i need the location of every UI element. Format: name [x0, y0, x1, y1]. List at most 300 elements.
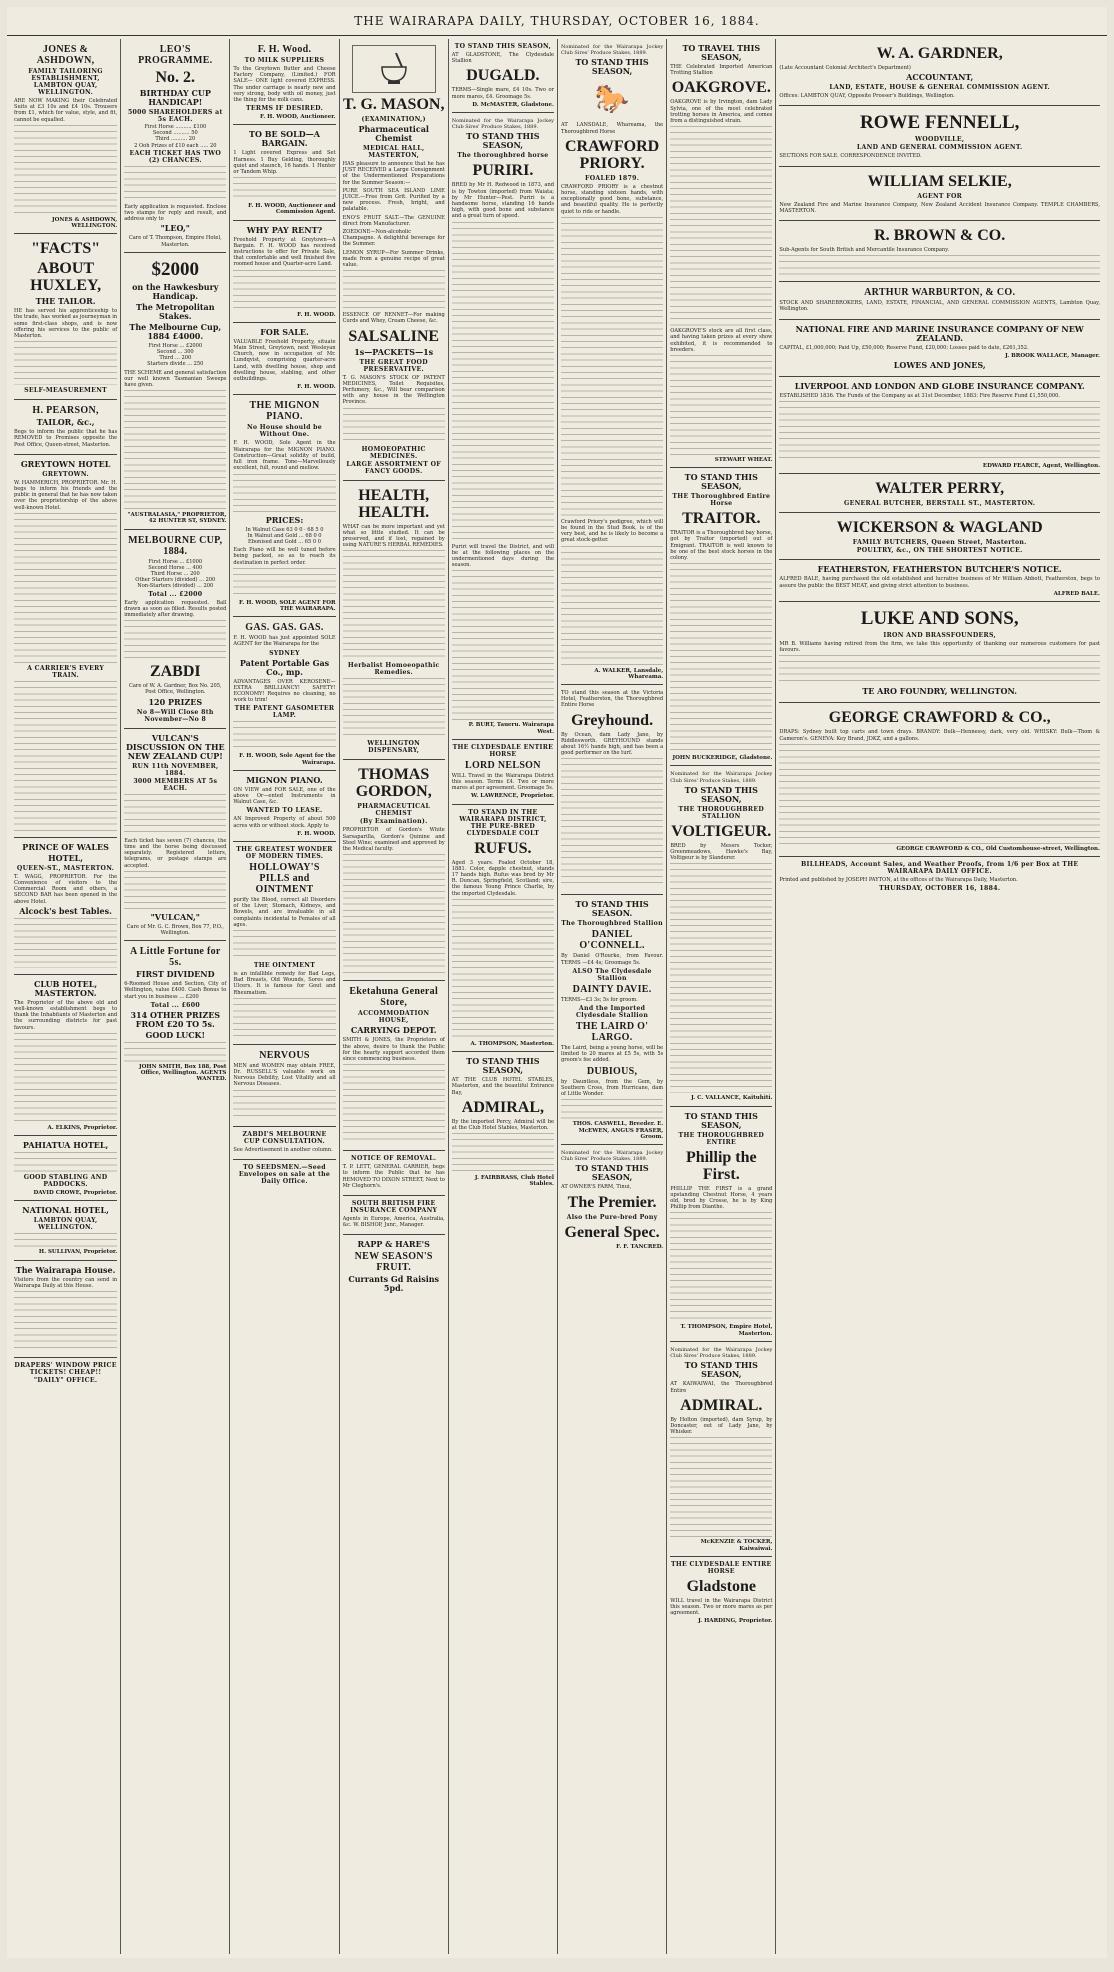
ad-amount: $2000	[151, 258, 200, 280]
ad-text: Each ticket has seven (7) chances, the time and the horse being discussed separately. Registered letters, telegrams, or postage stamps are accepted.	[124, 837, 227, 869]
ad-title: TRAITOR.	[682, 510, 761, 528]
ad-subtitle: CARRYING DEPOT.	[350, 1025, 437, 1036]
masthead-title: THE WAIRARAPA DAILY, THURSDAY, OCTOBER 16, 1884.	[354, 14, 760, 28]
ad-text: SMITH & JONES, the Proprietors of the above, desire to thank the Public for the hearty support accorded them since commencing business.	[342, 1037, 445, 1062]
ad-title: TO SEEDSMEN.—Seed Envelopes on sale at the Daily Office.	[238, 1163, 331, 1185]
ad-text: AT KAIWAIWAI, the Thoroughbred Entire	[670, 1381, 773, 1394]
text-lines	[670, 863, 772, 1093]
ad-text: By Ocean, dam Lady Jane, by Riddlesworth. GREYHOUND stands about 16½ hands high, and has been a good performer on the turf.	[560, 731, 664, 757]
prize-row: Other Starters (divided) ... 200	[135, 577, 216, 584]
ad-subtitle: QUEEN-ST., MASTERTON.	[16, 864, 115, 872]
ad-signature: F. H. WOOD, Auctioneer.	[260, 114, 336, 121]
ad-alfred-bale	[779, 560, 1100, 602]
ad-walter-perry	[779, 474, 1100, 513]
ad-text: SECTIONS FOR SALE. CORRESPONDENCE INVITED.	[779, 153, 922, 160]
text-lines	[233, 568, 335, 598]
ad-title: PRINCE OF WALES	[22, 841, 109, 852]
ad-title: Phillip the First.	[685, 1148, 757, 1183]
ad-text: purify the Blood, correct all Disorders of the Liver, Stomach, Kidneys, and Bowels, and are invaluable in all complaints incidental to Females of all ages.	[233, 896, 336, 928]
ad-subtitle: SELF-MEASUREMENT	[24, 387, 108, 395]
ad-text: Puriri will travel the District, and will be at the following places on the undermentioned days during the season.	[451, 543, 554, 569]
ad-subtitle: The thoroughbred horse	[457, 152, 549, 160]
imprint-date: THURSDAY, OCTOBER 16, 1884.	[879, 885, 1001, 893]
ad-title: NATIONAL FIRE AND MARINE INSURANCE COMPANY OF NEW ZEALAND.	[795, 323, 1084, 343]
ad-name: "VULCAN,"	[150, 911, 200, 922]
ad-text: BRED by Mr H. Redwood in 1873, and is by Towton (imported) from Waiata; by Mr Hunter—Pest. Puriri is a handsome horse, standing 16 hands high, with good bone and substance and a great turn of speed.	[451, 182, 554, 220]
ad-subtitle: WELLINGTON DISPENSARY,	[367, 740, 421, 755]
ad-title: The Wairarapa House.	[15, 1264, 116, 1275]
ad-subtitle: THE OINTMENT	[253, 961, 316, 969]
ad-note: Nominated for the Wairarapa Jockey Club Sires' Produce Stakes, 1889.	[560, 44, 664, 57]
ad-subtitle: FAMILY BUTCHERS, Queen Street, Masterton.	[852, 539, 1027, 547]
ad-for-sale	[233, 323, 335, 396]
ad-text: W. HAMMERICH, PROPRIETOR. Mr. H. begs to inform his friends and the public in general that he has now taken over the proprietorship of the above well-known Hotel.	[14, 479, 118, 511]
column-3	[229, 39, 338, 1954]
ad-title: RAPP & HARE'S	[357, 1239, 430, 1250]
ad-text: is an infallible remedy for Bad Legs, Bad Breasts, Old Wounds, Sores and Ulcers. It is famous for Gout and Rheumatism.	[233, 970, 336, 996]
ad-signature: W. LAWRENCE, Proprietor.	[471, 793, 554, 800]
ad-title: VULCAN'S DISCUSSION ON THE NEW ZEALAND CUP!	[125, 732, 225, 761]
ad-text: CAPITAL, £1,000,000; Paid Up, £50,000; Reserve Fund, £20,000; Losses paid to date, £261,352.	[779, 344, 1029, 351]
newspaper-page	[7, 7, 1107, 1958]
mortar-pestle-icon	[352, 45, 436, 93]
ad-signature: P. BURT, Taueru. Wairarapa West.	[468, 722, 554, 735]
ad-subtitle: LAND, ESTATE, HOUSE & GENERAL COMMISSION AGENT.	[829, 84, 1051, 92]
ad-subtitle: MEDICAL HALL, MASTERTON,	[362, 145, 425, 159]
ad-signature: F. H. WOOD, Sole Agent for the Wairarapa.	[239, 753, 336, 766]
ad-liverpool-london	[779, 377, 1100, 474]
ad-title: LUKE AND SONS,	[860, 608, 1019, 630]
column-8-inner	[779, 39, 1100, 1954]
ad-text: New Zealand Fire and Marine Insurance Company, New Zealand Accident Insurance Company. TEMPLE CHAMBERS, MASTERTON.	[779, 201, 1100, 214]
text-lines	[343, 550, 445, 660]
ad-text: See Advertisement in another column.	[233, 1146, 333, 1153]
ad-title: THE LAIRD O' LARGO.	[575, 1021, 649, 1044]
ad-subtitle: Also the Pure-bred Pony	[566, 1213, 658, 1221]
ad-subtitle: LOWES AND JONES,	[893, 360, 986, 371]
ad-text: T. WAGG, PROPRIETOR. For the Convenience of visitors to the Commercial Room and others, a SECOND BAR has been opened in the above Hotel.	[14, 873, 118, 905]
ad-title: Greyhound.	[571, 711, 654, 729]
ad-subtitle: LAND AND GENERAL COMMISSION AGENT.	[856, 144, 1023, 152]
ad-lord-nelson	[452, 740, 554, 805]
ad-subtitle: FAMILY TAILORING ESTABLISHMENT, LAMBTON QUAY, WELLINGTON.	[28, 68, 103, 96]
ad-title: HOLLOWAY'S PILLS and OINTMENT	[249, 861, 320, 895]
ad-name: ZABDI	[149, 663, 201, 681]
ad-signature: STEWART WHEAT.	[714, 457, 773, 464]
ad-subtitle: The Thoroughbred Stallion	[561, 920, 663, 928]
text-lines	[343, 408, 445, 444]
ad-text: WILL Travel in the Wairarapa District this season. Terms £4. Two or more mares at per agreement. Groomage 5s.	[451, 772, 554, 792]
ad-subtitle: TO MILK SUPPLIERS	[244, 57, 325, 64]
ad-signature: THOS. CASWELL, Breeder. E. McEWEN, ANGUS FRASER, Groom.	[572, 1121, 664, 1140]
ad-text: Each Piano will be well tuned before being packed, so as to reach its destination in perfect order.	[233, 547, 336, 566]
ad-greytown-hotel	[14, 455, 117, 838]
ad-text: By Daniel O'Rourke, from Favour. TERMS —£4 4s; Groomage 5s.	[560, 953, 664, 966]
ad-puriri	[452, 113, 554, 740]
text-lines	[670, 126, 772, 326]
ad-club-hotel	[14, 975, 117, 1136]
ad-text: CRAWFORD PRIORY is a chestnut horse, standing sixteen hands, with exceptionally good bone, substance, and beautiful quality. He is perfectly quiet to ride or handle.	[560, 183, 664, 215]
text-lines	[452, 899, 554, 1039]
prize-row: Second ... 300	[156, 349, 194, 356]
text-lines	[561, 758, 663, 888]
column-7	[666, 39, 775, 1954]
prize-row: Starters divide ... 250	[147, 361, 204, 368]
ad-subtitle: SALSALINE	[348, 327, 440, 345]
ad-eketahuna-store	[343, 981, 445, 1151]
ad-zabdi-consultation	[233, 1127, 335, 1160]
ad-title: ROWE FENNELL,	[859, 112, 1020, 134]
ad-title: MELBOURNE CUP, 1884.	[128, 534, 223, 557]
prize-row: First Horse .......... £100	[144, 124, 207, 130]
ad-south-british	[343, 1196, 445, 1235]
column-4	[339, 39, 448, 1954]
ad-signature: JONES & ASHDOWN, WELLINGTON.	[52, 216, 118, 230]
ad-subtitle: GOOD LUCK!	[145, 1029, 206, 1040]
ad-title: WILLIAM SELKIE,	[867, 172, 1012, 190]
ad-text: (Late Accountant Colonial Architect's Department)	[779, 65, 911, 71]
ad-title: THOMAS GORDON,	[355, 766, 432, 801]
ad-subtitle: TE ARO FOUNDRY, WELLINGTON.	[862, 686, 1018, 697]
ad-title: NOTICE OF REMOVAL.	[351, 1155, 437, 1163]
ad-subtitle: TO STAND THIS SEASON,	[684, 1110, 758, 1130]
text-lines	[670, 355, 772, 455]
ad-holloways	[233, 842, 335, 1045]
ad-admiral-club	[452, 1052, 554, 1191]
ad-text: Begs to inform the public that he has REMOVED to Premises opposite the Post Office, Queen-street, Masterton.	[14, 429, 118, 448]
ad-title: OAKGROVE.	[671, 79, 771, 97]
text-lines	[124, 620, 226, 660]
ad-text: WILL travel in the Wairarapa District this season. Two or more mares as per agreement.	[670, 1597, 773, 1617]
ad-title: BILLHEADS, Account Sales, and Weather Proofs, from 1/6 per Box at THE WAIRARAPA DAILY OFFICE.	[800, 861, 1079, 876]
ad-subtitle: TO STAND THIS SEASON,	[684, 784, 758, 804]
text-lines	[14, 1033, 117, 1123]
ad-subtitle: (By Examination).	[359, 818, 428, 826]
ad-subtitle: THE THOROUGHBRED STALLION	[678, 805, 765, 820]
text-lines	[670, 563, 772, 753]
text-lines	[670, 1437, 772, 1537]
ad-subtitle: WOODVILLE,	[915, 136, 965, 144]
ad-subtitle: ABOUT HUXLEY,	[30, 260, 102, 295]
ad-subtitle: THE GREATEST WONDER OF MODERN TIMES.	[236, 845, 333, 860]
ad-note: Nominated for the Wairarapa Jockey Club Sires' Produce Stakes, 1889.	[560, 1149, 664, 1163]
ad-subtitle: TO STAND THIS SEASON,	[684, 472, 758, 492]
text-lines	[233, 1090, 335, 1120]
ad-mason-chemist	[343, 39, 445, 481]
ad-text: The Laird, being a young horse, will be limited to 20 mares at £5 5s, with 5s groom's fee added.	[560, 1045, 664, 1064]
ad-note: EACH TICKET HAS TWO (2) CHANCES.	[129, 149, 222, 164]
text-lines	[343, 854, 445, 974]
ad-note: Nominated for the Wairarapa Jockey Club Sires' Produce Stakes, 1889.	[451, 118, 554, 131]
ad-subtitle: IRON AND BRASSFOUNDERS,	[883, 632, 996, 640]
ad-text: Crawford Priory's pedigree, which will be found in the Stud Book, is of the very best, and he is likely to become a great stock-getter.	[560, 518, 664, 544]
ad-title: MIGNON PIANO.	[246, 774, 323, 785]
ad-wairarapa-house	[14, 1261, 117, 1358]
ad-signature: D. McMASTER, Gladstone.	[472, 101, 554, 108]
ad-title: CRAWFORD PRIORY.	[564, 137, 660, 172]
ad-gladstone-horse	[670, 1557, 772, 1629]
ad-subtitle: GENERAL BUTCHER, BERSTALL ST., MASTERTON.	[843, 500, 1036, 508]
ad-r-brown	[779, 221, 1100, 282]
ad-title: WHY PAY RENT?	[246, 224, 323, 235]
ad-greyhound	[561, 685, 663, 895]
ad-george-crawford	[779, 703, 1100, 857]
ad-text: OAKGROVE is by Irvington, dam Lady Sylvia, one of the most celebrated trotting horses in America, and comes from a distinguished strain.	[670, 99, 773, 125]
ad-text: Freehold Property at Greytown—A Bargain. F. H. WOOD has received instructions to offer for Private Sale, that comfortable and well finished five roomed house and Quarter-acre Land.	[233, 236, 336, 268]
prize-row: Third .......... 20	[155, 136, 196, 143]
text-lines	[452, 222, 554, 542]
text-lines	[14, 513, 117, 663]
text-lines	[452, 570, 554, 720]
ad-text: ADVANTAGES OVER KEROSENE—EXTRA BRILLIANCY! SAFETY! ECONOMY! Requires no cleaning, no work to trim!	[233, 678, 336, 704]
ad-prince-of-wales	[14, 838, 117, 975]
prize-row: First Horse ... £1000	[148, 558, 203, 565]
ad-signature: ALFRED BALE.	[1053, 590, 1100, 597]
ad-subtitle: THE CLYDESDALE ENTIRE HORSE	[452, 743, 554, 758]
ad-vulcan	[124, 729, 226, 941]
prize-row: 2 Ooh Prizes of £10 each ..... 20	[134, 142, 217, 149]
ad-title: FEATHERSTON, FEATHERSTON BUTCHER'S NOTICE.	[817, 564, 1062, 575]
ad-voltigeur	[670, 766, 772, 1106]
ad-luke-sons	[779, 602, 1100, 703]
ad-rapp-hare	[343, 1235, 445, 1299]
ad-subtitle: WANTED TO LEASE.	[246, 807, 323, 815]
ad-mignon-view	[233, 771, 335, 842]
ad-subtitle: And the Imported Clydesdale Stallion	[576, 1005, 649, 1020]
ad-title: H. PEARSON,	[32, 405, 99, 417]
price-row: In Walnut and Gold ... 68 0 0	[247, 532, 322, 539]
text-lines	[14, 1233, 117, 1247]
ad-subtitle: A CARRIER'S EVERY TRAIN.	[27, 664, 105, 679]
ad-arthur-warburton	[779, 282, 1100, 319]
ad-subtitle: GREYTOWN.	[42, 470, 89, 478]
ad-subtitle: Currants Gd Raisins 5pd.	[348, 1274, 440, 1294]
ad-text: WHAT can be more important and yet what so little studied. It can be preserved, and if lost, regained by using NATURE'S HERBAL REMEDIES.	[342, 523, 445, 549]
text-lines	[452, 1133, 554, 1173]
ad-subtitle: "DAILY" OFFICE.	[33, 1376, 98, 1384]
ad-pahiatua-hotel	[14, 1136, 117, 1201]
ad-rowe-fennell	[779, 106, 1100, 166]
mortar-pestle-icon	[374, 49, 414, 89]
ad-subtitle: PHARMACEUTICAL CHEMIST	[357, 803, 431, 818]
ad-note: Nominated for the Wairarapa Jockey Club Sires' Produce Stakes, 1889.	[670, 1346, 773, 1360]
ad-title: NATIONAL HOTEL,	[22, 1205, 109, 1216]
ad-title: GREYTOWN HOTEL	[20, 458, 111, 469]
ad-subtitle: ALSO The Clydesdale Stallion	[572, 967, 652, 982]
ad-text: PHILLIP THE FIRST is a grand upstanding Chestnut Horse, 4 years old, bred by Crosse, he is by King Phillip from Dianthe.	[670, 1185, 773, 1211]
ad-subtitle: TO STAND THIS SEASON,	[454, 43, 552, 50]
ad-title: ADMIRAL.	[680, 1396, 763, 1414]
ad-title: DUBIOUS,	[586, 1065, 638, 1077]
prize-row: Third ... 200	[159, 355, 192, 362]
ad-title: The Premier.	[567, 1193, 657, 1211]
ad-title: ZABDI'S MELBOURNE CUP CONSULTATION.	[242, 1130, 327, 1145]
text-lines	[343, 1064, 445, 1144]
text-lines	[233, 721, 335, 751]
ad-jones-ashdown	[14, 39, 117, 234]
text-lines	[233, 998, 335, 1038]
ad-title: POULTRY, &c., ON THE SHORTEST NOTICE.	[856, 547, 1023, 555]
ad-text: BRED by Messrs Tocker, Greenmeadows, Hawke's Bay, Voltigeur is by Slanderer.	[670, 842, 773, 862]
ad-subtitle: PRICES:	[265, 514, 304, 525]
ad-text: HAS pleasure to announce that he has JUST RECEIVED a Large Consignment of the Undermentioned Preparations for the Summer Season:—	[342, 161, 445, 186]
ad-mignon-piano	[233, 395, 335, 617]
ad-oakgrove	[670, 39, 772, 468]
ad-title: RUFUS.	[474, 839, 532, 857]
ad-signature: J. FAIRBRASS, Club Hotel Stables.	[474, 1175, 554, 1188]
text-lines	[561, 546, 663, 666]
text-lines	[124, 794, 226, 836]
ad-text: MR B. Williams having retired from the firm, we take this opportunity of thanking our numerous customers for past favours.	[779, 641, 1100, 654]
ad-leos-programme	[124, 39, 226, 253]
ad-text: ENO'S FRUIT SALT.—The GENUINE direct from Manufacturer.	[342, 214, 445, 227]
ad-subtitle: HOTEL,	[48, 852, 84, 863]
ad-text: T. P. LETT, GENERAL CARRIER, begs to inform the Public that he has REMOVED TO DIXON STREET, Next to Mr Cleghorn's.	[342, 1164, 445, 1189]
ad-subtitle: RUN 11th NOVEMBER, 1884.	[132, 762, 219, 777]
ad-signature: T. THOMPSON, Empire Hotel, Masterton.	[680, 1324, 773, 1337]
prize-total: Total ... £2000	[148, 590, 203, 598]
ad-melbourne-cup	[124, 530, 226, 729]
ad-subtitle: LARGE ASSORTMENT OF FANCY GOODS.	[346, 460, 441, 475]
text-lines	[14, 125, 117, 215]
ad-subtitle: SYDNEY	[269, 649, 300, 657]
ad-title: THE MIGNON PIANO.	[249, 400, 320, 423]
ad-subtitle: NEW SEASON'S FRUIT.	[354, 1251, 433, 1274]
prize-total: Total ... £600	[150, 1001, 200, 1009]
ad-text: VALUABLE Freehold Property, situate Main Street, Greytown, next Wesleyan Church, now in occupation of Mr. Lundqvist, comprising quarter-acre Land, with dwelling house, shop and dwelling house, stabling, and other outbuildings.	[233, 338, 336, 383]
ad-note: Nominated for the Wairarapa Jockey Club Sires' Produce Stakes, 1889.	[670, 771, 773, 784]
ad-subtitle: No 8—Will Close 8th November—No 8	[136, 708, 214, 723]
ad-subtitle: THE PATENT GASOMETER LAMP.	[234, 705, 335, 720]
ad-subtitle: TO STAND THIS SEASON,	[575, 1163, 649, 1183]
ad-signature: A. WALKER, Lansdale, Whareama.	[594, 667, 664, 680]
ad-title: LORD NELSON	[464, 759, 541, 771]
ad-title: DRAPERS' WINDOW PRICE TICKETS! CHEAP!!	[14, 1361, 117, 1376]
ad-text: By Holton (imported), dam Syrup, by Doncaster, out of Lady Jane, by Whisker.	[670, 1416, 773, 1436]
ad-premier	[561, 1145, 663, 1254]
ad-subtitle: TO STAND THIS SEASON,	[466, 1056, 540, 1076]
ad-signature: J. C. VALLANCE, Kaituhiti.	[691, 1095, 773, 1102]
ad-title: LIVERPOOL AND LONDON AND GLOBE INSURANCE COMPANY.	[794, 381, 1085, 392]
ad-subtitle: 5000 SHAREHOLDERS at 5s EACH.	[127, 109, 223, 123]
ad-text: To the Greytown Butter and Cheese Factory Company, (Limited.) FOR SALE— ONE light covered EXPRESS. The under carriage is nearly new and very strong, body with oil money, just the thing for the milk cans.	[233, 66, 336, 104]
ad-subtitle: TO STAND THIS SEASON,	[684, 1360, 758, 1380]
ad-text: Printed and published by JOSEPH PAYTON, at the offices of the Wairarapa Daily, Masterton.	[779, 877, 1018, 884]
ad-gardner	[779, 39, 1100, 106]
ad-title: W. A. GARDNER,	[876, 45, 1003, 62]
ad-title: General Spec.	[564, 1223, 660, 1241]
ad-address: Care of Mr. G. C. Brown, Box 77, P.O., Wellington.	[126, 923, 224, 936]
text-lines	[561, 217, 663, 517]
ad-subtitle: THE GREAT FOOD PRESERVATIVE.	[359, 358, 428, 373]
ad-billheads-imprint	[779, 857, 1100, 897]
ad-title: JONES & ASHDOWN,	[36, 44, 95, 66]
ad-title: DANIEL O'CONNELL.	[579, 929, 645, 952]
ad-little-fortune	[124, 941, 226, 1086]
ad-william-selkie	[779, 167, 1100, 221]
ad-subtitle: TO STAND THIS SEASON,	[575, 57, 649, 77]
ad-signature: F. H. WOOD.	[297, 384, 336, 391]
horse-icon: 🐎	[594, 82, 630, 116]
ad-text: ZOEDONE—Non-alcoholic Champagne. A delightful beverage for the Summer.	[342, 229, 445, 248]
text-lines	[561, 1099, 663, 1119]
ad-title: HEALTH, HEALTH.	[358, 486, 430, 521]
ad-subtitle: BIRTHDAY CUP HANDICAP!	[139, 88, 211, 107]
ad-text: TERMS—£3 3s; 5s for groom.	[560, 996, 638, 1003]
programme-number: No. 2.	[155, 69, 196, 86]
ad-subtitle: The Melbourne Cup, 1884 £4000.	[129, 321, 222, 341]
ad-national-hotel	[14, 1201, 117, 1260]
text-lines	[779, 401, 1100, 461]
ad-subtitle: HOMOEOPATHIC MEDICINES.	[361, 445, 426, 460]
text-lines	[670, 1212, 772, 1322]
text-lines	[779, 255, 1100, 275]
ad-title: PURIRI.	[472, 162, 534, 180]
ad-title: GEORGE CRAWFORD & CO.,	[828, 709, 1051, 727]
text-lines	[779, 744, 1100, 844]
ad-text: by Dauntless, from the Gem, by Southern Cross, from Hurricane, dam of Little Wonder.	[560, 1078, 664, 1098]
ad-signature: JOHN BUCKERIDGE, Gladstone.	[672, 755, 773, 762]
ad-admiral-kaiwaiwai	[670, 1342, 772, 1557]
ad-huxley	[14, 234, 117, 400]
ad-gas	[233, 617, 335, 771]
ad-text: MEN and WOMEN may obtain FREE, Dr. RUSSELL'S valuable work on Nervous Debility, Lost Vitality and all Nervous Diseases.	[233, 1062, 336, 1088]
ad-subtitle: 314 OTHER PRIZES FROM £20 TO 5s.	[130, 1009, 221, 1029]
ad-subtitle: TO STAND THIS SEASON,	[466, 131, 540, 151]
ad-text: Visitors from the country can send in Wairarapa Daily at this House.	[14, 1276, 118, 1289]
ad-signature: JOHN SMITH, Box 188, Post Office, Wellington. AGENTS WANTED.	[138, 1063, 227, 1083]
ad-subtitle: FIRST DIVIDEND	[136, 969, 215, 980]
column-5	[448, 39, 557, 1954]
ad-title: T. G. MASON,	[342, 96, 445, 113]
ad-subtitle: TO STAND THIS SEASON.	[575, 899, 649, 919]
ad-subtitle: Herbalist Homoeopathic Remedies.	[347, 662, 440, 677]
horse-illustration	[571, 79, 653, 119]
ad-signature: McKENZIE & TOCKER, Kaiwaiwai.	[700, 1539, 773, 1552]
ad-signature: EDWARD FEARCE, Agent, Wellington.	[982, 463, 1100, 470]
ad-signature: F. F. TANCRED.	[616, 1243, 664, 1250]
ad-signature: "AUSTRALASIA," PROPRIETOR, 42 HUNTER ST, SYDNEY.	[127, 512, 227, 525]
ad-text: THE SCHEME and general satisfaction our well known Tasmanian Sweeps have given.	[124, 369, 227, 389]
ad-signature: F. H. WOOD, Auctioneer and Commission Agent.	[248, 203, 336, 216]
ad-text: THE Celebrated Imported American Trotting Stallion	[670, 64, 773, 77]
ad-phillip-first	[670, 1107, 772, 1342]
ad-title: on the Hawkesbury Handicap.	[132, 281, 219, 301]
ad-subtitle: ACCOUNTANT,	[906, 72, 974, 83]
ad-text: AT GLADSTONE, The Clydesdale Stallion	[451, 52, 554, 65]
columns	[11, 39, 1103, 1954]
ad-title: NERVOUS	[259, 1049, 310, 1061]
ad-title: WALTER PERRY,	[875, 480, 1005, 498]
ad-rufus	[452, 805, 554, 1052]
ad-text: GOOD STABLING AND PADDOCKS.	[23, 1174, 108, 1189]
ad-text: ARE NOW MAKING their Celebrated Suits at £3 10s and £4 10s. Trousers from £1, which for value, style, and fit, cannot be equalled.	[14, 98, 118, 123]
ad-signature: F. H. WOOD.	[297, 830, 336, 837]
ad-wickerson-wagland	[779, 513, 1100, 560]
ad-nervous	[233, 1045, 335, 1127]
ad-text: Aged 3 years. Foaled October 18, 1881. Color, dapple chestnut, stands 17 hands high. Rufus was bred by Mr R. Duncan, Springfield, Scotland; sire, the famous Young Prince Charlie, by the imported Clydesdale.	[451, 859, 554, 897]
text-lines	[14, 1291, 117, 1351]
ad-subtitle: FOALED 1879.	[585, 174, 640, 182]
text-lines	[343, 678, 445, 738]
ad-title: FOR SALE.	[260, 326, 309, 337]
text-lines	[233, 930, 335, 960]
prize-row: First Horse ... £2000	[148, 342, 203, 349]
ad-subtitle: ACCOMMODATION HOUSE,	[357, 1010, 430, 1025]
ad-subtitle: THE Thoroughbred Entire Horse	[672, 493, 771, 508]
ad-address: Care of W. A. Gardner, Box No. 205, Post Office, Wellington.	[128, 683, 222, 696]
ad-signature: F. H. WOOD, SOLE AGENT FOR THE WAIRARAPA.	[239, 599, 336, 612]
